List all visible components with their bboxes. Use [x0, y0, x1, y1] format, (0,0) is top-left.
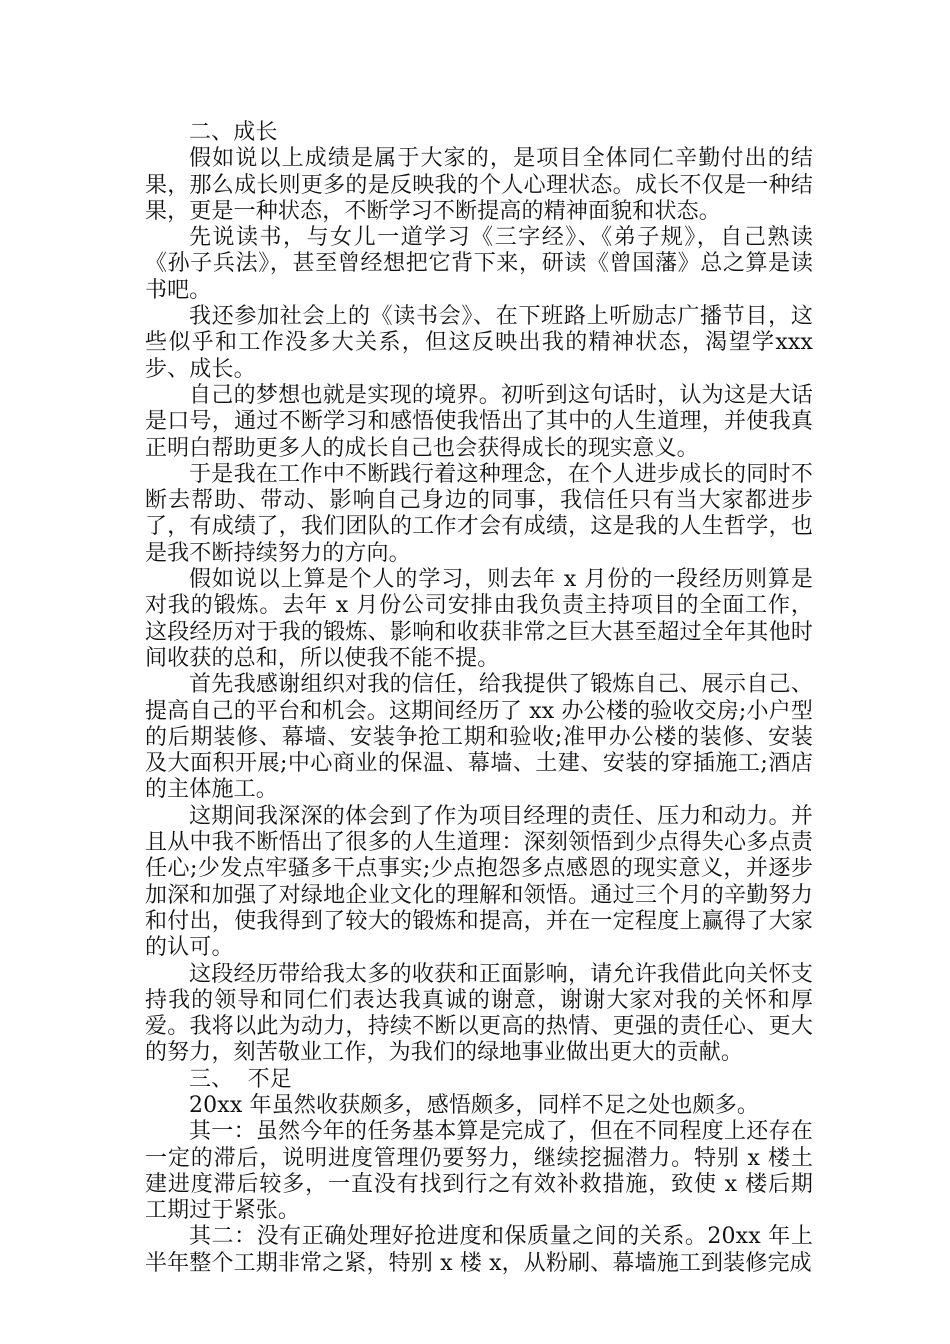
paragraph: 其一：虽然今年的任务基本算是完成了，但在不同程度上还存在一定的滞后，说明进度管理仍要努力，继续挖掘潜力。特别 x 楼土建进度滞后较多，一直没有找到行之有效补救措施，致使 x 楼后期工期过于紧张。: [145, 1119, 813, 1224]
paragraph: 自己的梦想也就是实现的境界。初听到这句话时，认为这是大话是口号，通过不断学习和感悟使我悟出了其中的人生道理，并使我真正明白帮助更多人的成长自己也会获得成长的现实意义。: [145, 382, 813, 461]
paragraph: 这期间我深深的体会到了作为项目经理的责任、压力和动力。并且从中我不断悟出了很多的人生道理：深刻领悟到少点得失心多点责任心;少发点牢骚多干点事实;少点抱怨多点感恩的现实意义，并逐步加深和加强了对绿地企业文化的理解和领悟。通过三个月的辛勤努力和付出，使我得到了较大的锻炼和提高，并在一定程度上赢得了大家的认可。: [145, 803, 813, 961]
section-heading-shortcomings: 三、 不足: [189, 1066, 292, 1092]
paragraph: 这段经历带给我太多的收获和正面影响，请允许我借此向关怀支持我的领导和同仁们表达我真诚的谢意，谢谢大家对我的关怀和厚爱。我将以此为动力，持续不断以更高的热情、更强的责任心、更大的努力，刻苦敬业工作，为我们的绿地事业做出更大的贡献。: [145, 961, 813, 1066]
paragraph: 其二：没有正确处理好抢进度和保质量之间的关系。20xx 年上半年整个工期非常之紧，特别 x 楼 x，从粉刷、幕墙施工到装修完成: [145, 1224, 813, 1276]
paragraph: 于是我在工作中不断践行着这种理念，在个人进步成长的同时不断去帮助、带动、影响自己身边的同事，我信任只有当大家都进步了，有成绩了，我们团队的工作才会有成绩，这是我的人生哲学，也是我不断持续努力的方向。: [145, 461, 813, 566]
paragraph: 先说读书，与女儿一道学习《三字经》、《弟子规》，自己熟读《孙子兵法》，甚至曾经想把它背下来，研读《曾国藩》总之算是读书吧。: [145, 225, 813, 303]
paragraph: 我还参加社会上的《读书会》、在下班路上听励志广播节目，这些似乎和工作没多大关系，但这反映出我的精神状态，渴望学xxx步、成长。: [145, 304, 813, 382]
document-body: [145, 120, 813, 1277]
paragraph: 假如说以上算是个人的学习，则去年 x 月份的一段经历则算是对我的锻炼。去年 x 月份公司安排由我负责主持项目的全面工作，这段经历对于我的锻炼、影响和收获非常之巨大甚至超过全年其他时间收获的总和，所以使我不能不提。: [145, 567, 813, 671]
paragraph: 假如说以上成绩是属于大家的，是项目全体同仁辛勤付出的结果，那么成长则更多的是反映我的个人心理状态。成长不仅是一种结果，更是一种状态，不断学习不断提高的精神面貌和状态。: [145, 146, 813, 224]
paragraph: 20xx 年虽然收获颇多，感悟颇多，同样不足之处也颇多。: [189, 1092, 760, 1118]
paragraph: 首先我感谢组织对我的信任，给我提供了锻炼自己、展示自己、提高自己的平台和机会。这期间经历了 xx 办公楼的验收交房;小户型的后期装修、幕墙、安装争抢工期和验收;准甲办公楼的装修、安装及大面积开展;中心商业的保温、幕墙、土建、安装的穿插施工;酒店的主体施工。: [145, 672, 813, 803]
section-heading-growth: 二、成长: [189, 120, 278, 145]
